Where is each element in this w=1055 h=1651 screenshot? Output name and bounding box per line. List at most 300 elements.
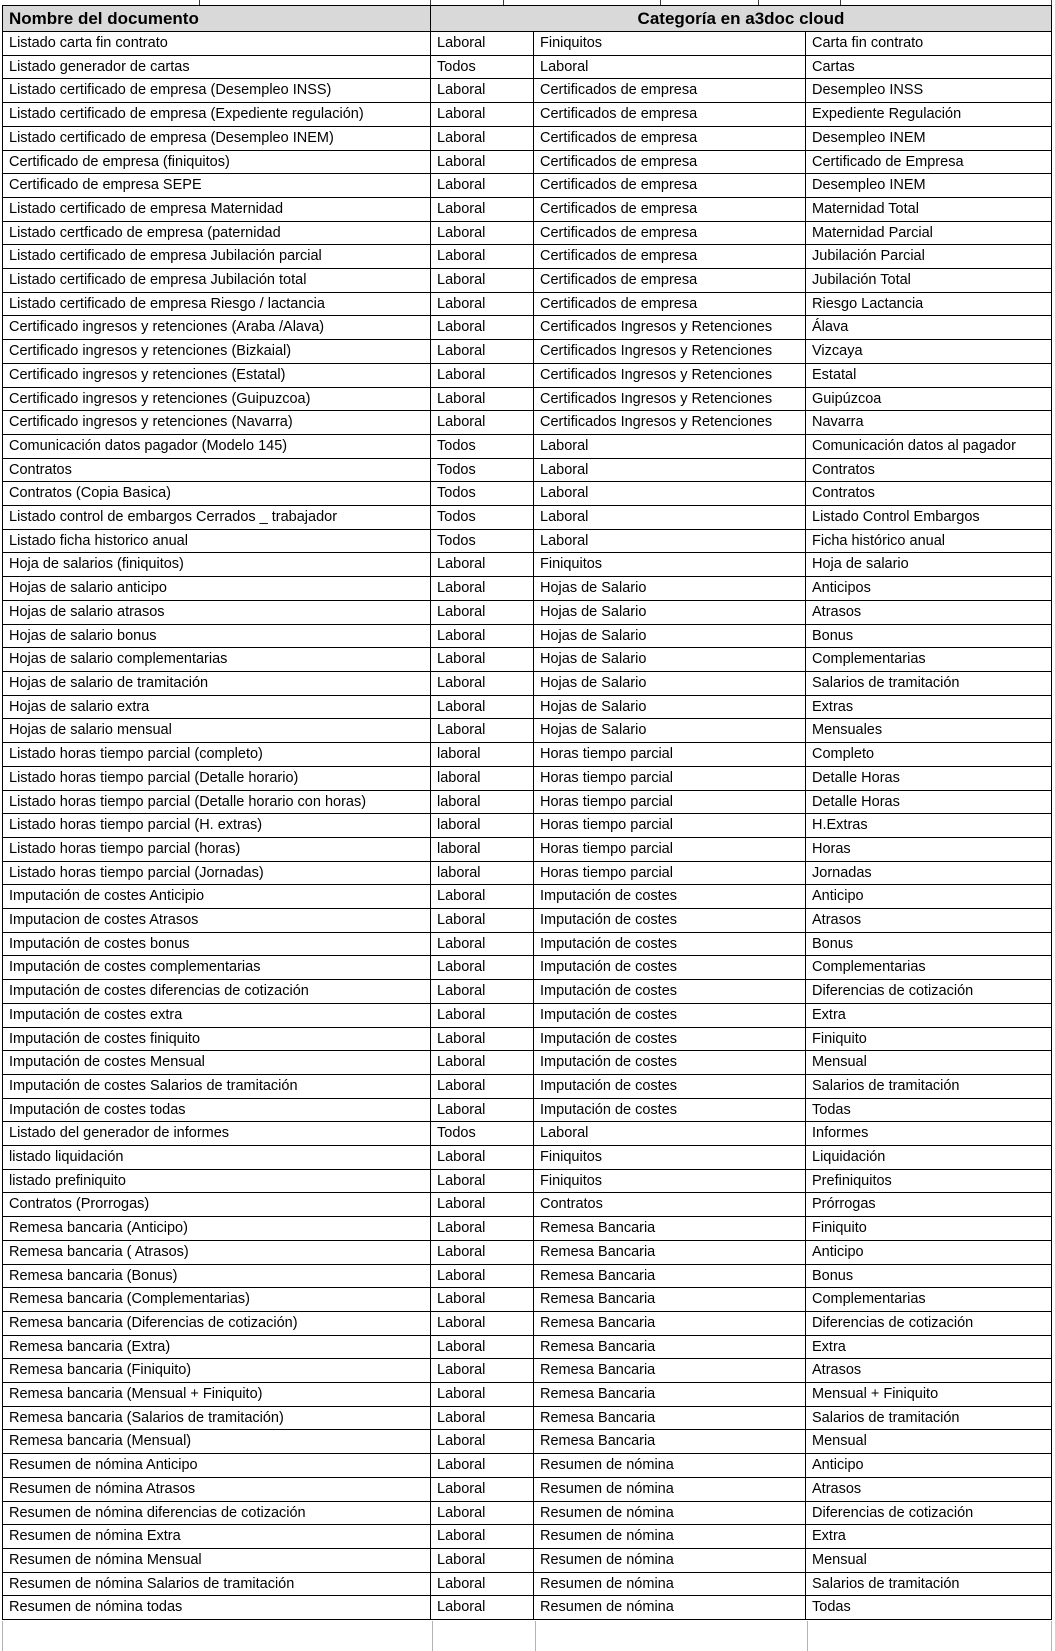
cell-area[interactable]: Laboral: [431, 1430, 534, 1454]
cell-area[interactable]: Laboral: [431, 624, 534, 648]
cell-subcategory[interactable]: Vizcaya: [806, 340, 1052, 364]
table-row[interactable]: [3, 648, 1052, 672]
cell-category[interactable]: Remesa Bancaria: [534, 1288, 806, 1312]
cell-area[interactable]: Laboral: [431, 269, 534, 293]
cell-area[interactable]: Laboral: [431, 577, 534, 601]
table-row[interactable]: [3, 719, 1052, 743]
header-category-a3doc-cloud[interactable]: Categoría en a3doc cloud: [431, 6, 1052, 32]
cell-area[interactable]: Laboral: [431, 1098, 534, 1122]
cell-category[interactable]: Certificados Ingresos y Retenciones: [534, 387, 806, 411]
cell-category[interactable]: Finiquitos: [534, 1146, 806, 1170]
cell-subcategory[interactable]: Extra: [806, 1003, 1052, 1027]
cell-subcategory[interactable]: Salarios de tramitación: [806, 671, 1052, 695]
cell-category[interactable]: Certificados de empresa: [534, 79, 806, 103]
cell-category[interactable]: Hojas de Salario: [534, 648, 806, 672]
cell-area[interactable]: Laboral: [431, 221, 534, 245]
cell-document-name[interactable]: Imputación de costes bonus: [3, 932, 431, 956]
cell-document-name[interactable]: Certificado ingresos y retenciones (Estatal): [3, 363, 431, 387]
cell-document-name[interactable]: Listado certificado de empresa (Desempleo INEM): [3, 126, 431, 150]
cell-document-name[interactable]: Certificado ingresos y retenciones (Araba /Alava): [3, 316, 431, 340]
table-row[interactable]: [3, 411, 1052, 435]
table-row[interactable]: [3, 766, 1052, 790]
cell-subcategory[interactable]: Finiquito: [806, 1217, 1052, 1241]
cell-category[interactable]: Remesa Bancaria: [534, 1311, 806, 1335]
header-document-name[interactable]: Nombre del documento: [3, 6, 431, 32]
cell-subcategory[interactable]: Listado Control Embargos: [806, 506, 1052, 530]
table-row[interactable]: [3, 458, 1052, 482]
cell-subcategory[interactable]: Anticipos: [806, 577, 1052, 601]
cell-subcategory[interactable]: Finiquito: [806, 1027, 1052, 1051]
table-row[interactable]: [3, 1501, 1052, 1525]
cell-area[interactable]: Laboral: [431, 245, 534, 269]
cell-subcategory[interactable]: Complementarias: [806, 648, 1052, 672]
cell-subcategory[interactable]: Liquidación: [806, 1146, 1052, 1170]
table-row[interactable]: [3, 1359, 1052, 1383]
table-row[interactable]: [3, 292, 1052, 316]
cell-area[interactable]: laboral: [431, 790, 534, 814]
cell-subcategory[interactable]: Anticipo: [806, 1240, 1052, 1264]
cell-subcategory[interactable]: Hoja de salario: [806, 553, 1052, 577]
cell-subcategory[interactable]: Mensual: [806, 1430, 1052, 1454]
cell-document-name[interactable]: Resumen de nómina Salarios de tramitación: [3, 1572, 431, 1596]
table-row[interactable]: [3, 1193, 1052, 1217]
cell-document-name[interactable]: Contratos (Prorrogas): [3, 1193, 431, 1217]
cell-subcategory[interactable]: Cartas: [806, 55, 1052, 79]
cell-category[interactable]: Resumen de nómina: [534, 1477, 806, 1501]
table-row[interactable]: [3, 1003, 1052, 1027]
table-row[interactable]: [3, 814, 1052, 838]
cell-category[interactable]: Imputación de costes: [534, 909, 806, 933]
table-row[interactable]: [3, 434, 1052, 458]
cell-subcategory[interactable]: Navarra: [806, 411, 1052, 435]
cell-category[interactable]: Hojas de Salario: [534, 671, 806, 695]
cell-category[interactable]: Imputación de costes: [534, 1098, 806, 1122]
cell-subcategory[interactable]: Mensual: [806, 1549, 1052, 1573]
cell-document-name[interactable]: Resumen de nómina todas: [3, 1596, 431, 1620]
cell-document-name[interactable]: Listado horas tiempo parcial (Detalle horario con horas): [3, 790, 431, 814]
cell-document-name[interactable]: Imputación de costes diferencias de cotización: [3, 980, 431, 1004]
cell-area[interactable]: Laboral: [431, 1477, 534, 1501]
table-row[interactable]: [3, 790, 1052, 814]
table-row[interactable]: [3, 1406, 1052, 1430]
cell-subcategory[interactable]: Maternidad Total: [806, 197, 1052, 221]
cell-area[interactable]: Laboral: [431, 1501, 534, 1525]
cell-area[interactable]: Laboral: [431, 363, 534, 387]
table-row[interactable]: [3, 174, 1052, 198]
cell-area[interactable]: Laboral: [431, 1074, 534, 1098]
table-row[interactable]: [3, 1572, 1052, 1596]
cell-document-name[interactable]: Hojas de salario atrasos: [3, 600, 431, 624]
cell-document-name[interactable]: Listado certificado de empresa (Expediente regulación): [3, 103, 431, 127]
cell-category[interactable]: Finiquitos: [534, 553, 806, 577]
cell-category[interactable]: Resumen de nómina: [534, 1501, 806, 1525]
cell-category[interactable]: Remesa Bancaria: [534, 1217, 806, 1241]
cell-subcategory[interactable]: Horas: [806, 837, 1052, 861]
cell-subcategory[interactable]: Atrasos: [806, 1359, 1052, 1383]
cell-category[interactable]: Remesa Bancaria: [534, 1359, 806, 1383]
cell-document-name[interactable]: listado prefiniquito: [3, 1169, 431, 1193]
table-row[interactable]: [3, 482, 1052, 506]
cell-category[interactable]: Certificados de empresa: [534, 126, 806, 150]
cell-category[interactable]: Imputación de costes: [534, 980, 806, 1004]
cell-area[interactable]: Laboral: [431, 719, 534, 743]
table-row[interactable]: [3, 1383, 1052, 1407]
table-row[interactable]: [3, 1098, 1052, 1122]
cell-category[interactable]: Certificados Ingresos y Retenciones: [534, 340, 806, 364]
table-row[interactable]: [3, 956, 1052, 980]
cell-document-name[interactable]: Imputación de costes finiquito: [3, 1027, 431, 1051]
cell-category[interactable]: Certificados de empresa: [534, 245, 806, 269]
cell-document-name[interactable]: Remesa bancaria (Extra): [3, 1335, 431, 1359]
cell-subcategory[interactable]: Detalle Horas: [806, 766, 1052, 790]
cell-document-name[interactable]: Resumen de nómina diferencias de cotización: [3, 1501, 431, 1525]
cell-area[interactable]: Todos: [431, 506, 534, 530]
cell-area[interactable]: laboral: [431, 861, 534, 885]
cell-document-name[interactable]: Listado generador de cartas: [3, 55, 431, 79]
cell-area[interactable]: laboral: [431, 743, 534, 767]
table-row[interactable]: [3, 197, 1052, 221]
table-row[interactable]: [3, 600, 1052, 624]
cell-area[interactable]: Laboral: [431, 1311, 534, 1335]
cell-category[interactable]: Remesa Bancaria: [534, 1430, 806, 1454]
cell-area[interactable]: Laboral: [431, 103, 534, 127]
table-row[interactable]: [3, 553, 1052, 577]
cell-category[interactable]: Hojas de Salario: [534, 695, 806, 719]
cell-category[interactable]: Certificados de empresa: [534, 221, 806, 245]
cell-subcategory[interactable]: Anticipo: [806, 1454, 1052, 1478]
cell-area[interactable]: Laboral: [431, 174, 534, 198]
cell-document-name[interactable]: Listado horas tiempo parcial (Jornadas): [3, 861, 431, 885]
table-row[interactable]: [3, 269, 1052, 293]
cell-category[interactable]: Laboral: [534, 1122, 806, 1146]
cell-document-name[interactable]: Remesa bancaria (Mensual): [3, 1430, 431, 1454]
cell-category[interactable]: Laboral: [534, 55, 806, 79]
table-row[interactable]: [3, 695, 1052, 719]
cell-document-name[interactable]: Remesa bancaria (Complementarias): [3, 1288, 431, 1312]
cell-area[interactable]: Laboral: [431, 553, 534, 577]
table-row[interactable]: [3, 909, 1052, 933]
cell-document-name[interactable]: Listado certificado de empresa Riesgo / lactancia: [3, 292, 431, 316]
cell-document-name[interactable]: Hojas de salario extra: [3, 695, 431, 719]
table-row[interactable]: [3, 1549, 1052, 1573]
cell-subcategory[interactable]: Bonus: [806, 624, 1052, 648]
table-row[interactable]: [3, 980, 1052, 1004]
cell-subcategory[interactable]: Extra: [806, 1335, 1052, 1359]
cell-area[interactable]: Laboral: [431, 600, 534, 624]
cell-category[interactable]: Laboral: [534, 434, 806, 458]
cell-subcategory[interactable]: Mensuales: [806, 719, 1052, 743]
cell-document-name[interactable]: Listado ficha historico anual: [3, 529, 431, 553]
table-row[interactable]: [3, 1335, 1052, 1359]
cell-area[interactable]: Laboral: [431, 1525, 534, 1549]
cell-document-name[interactable]: Imputacion de costes Atrasos: [3, 909, 431, 933]
cell-subcategory[interactable]: Desempleo INSS: [806, 79, 1052, 103]
table-row[interactable]: [3, 577, 1052, 601]
cell-category[interactable]: Imputación de costes: [534, 1027, 806, 1051]
table-row[interactable]: [3, 1240, 1052, 1264]
table-row[interactable]: [3, 837, 1052, 861]
cell-category[interactable]: Certificados Ingresos y Retenciones: [534, 316, 806, 340]
cell-subcategory[interactable]: Completo: [806, 743, 1052, 767]
cell-category[interactable]: Certificados de empresa: [534, 174, 806, 198]
cell-area[interactable]: Laboral: [431, 316, 534, 340]
cell-category[interactable]: Hojas de Salario: [534, 600, 806, 624]
cell-area[interactable]: Laboral: [431, 1217, 534, 1241]
cell-area[interactable]: Laboral: [431, 695, 534, 719]
cell-area[interactable]: Laboral: [431, 909, 534, 933]
table-row[interactable]: [3, 932, 1052, 956]
cell-subcategory[interactable]: Prórrogas: [806, 1193, 1052, 1217]
table-row[interactable]: [3, 316, 1052, 340]
table-row[interactable]: [3, 1074, 1052, 1098]
cell-subcategory[interactable]: Todas: [806, 1596, 1052, 1620]
cell-area[interactable]: Laboral: [431, 1596, 534, 1620]
cell-category[interactable]: Imputación de costes: [534, 1051, 806, 1075]
table-row[interactable]: [3, 1027, 1052, 1051]
cell-area[interactable]: Laboral: [431, 1193, 534, 1217]
table-row[interactable]: [3, 387, 1052, 411]
cell-subcategory[interactable]: Detalle Horas: [806, 790, 1052, 814]
cell-subcategory[interactable]: Expediente Regulación: [806, 103, 1052, 127]
table-row[interactable]: [3, 624, 1052, 648]
cell-area[interactable]: Laboral: [431, 1359, 534, 1383]
cell-document-name[interactable]: Contratos (Copia Basica): [3, 482, 431, 506]
cell-category[interactable]: Resumen de nómina: [534, 1572, 806, 1596]
cell-subcategory[interactable]: Jubilación Parcial: [806, 245, 1052, 269]
cell-category[interactable]: Finiquitos: [534, 32, 806, 56]
table-row[interactable]: [3, 1288, 1052, 1312]
cell-document-name[interactable]: Listado horas tiempo parcial (H. extras): [3, 814, 431, 838]
table-row[interactable]: [3, 1454, 1052, 1478]
cell-subcategory[interactable]: Mensual: [806, 1051, 1052, 1075]
cell-area[interactable]: Laboral: [431, 1051, 534, 1075]
cell-subcategory[interactable]: Anticipo: [806, 885, 1052, 909]
cell-category[interactable]: Imputación de costes: [534, 956, 806, 980]
cell-subcategory[interactable]: Mensual + Finiquito: [806, 1383, 1052, 1407]
cell-document-name[interactable]: Listado del generador de informes: [3, 1122, 431, 1146]
cell-category[interactable]: Certificados de empresa: [534, 103, 806, 127]
cell-area[interactable]: Laboral: [431, 1146, 534, 1170]
cell-category[interactable]: Horas tiempo parcial: [534, 837, 806, 861]
cell-document-name[interactable]: Listado certficado de empresa (paternidad: [3, 221, 431, 245]
cell-area[interactable]: Laboral: [431, 885, 534, 909]
cell-category[interactable]: Certificados Ingresos y Retenciones: [534, 363, 806, 387]
cell-subcategory[interactable]: Bonus: [806, 1264, 1052, 1288]
table-row[interactable]: [3, 671, 1052, 695]
cell-area[interactable]: Laboral: [431, 79, 534, 103]
cell-area[interactable]: Laboral: [431, 1454, 534, 1478]
cell-document-name[interactable]: Listado carta fin contrato: [3, 32, 431, 56]
cell-category[interactable]: Resumen de nómina: [534, 1596, 806, 1620]
cell-subcategory[interactable]: Extra: [806, 1525, 1052, 1549]
table-row[interactable]: [3, 1122, 1052, 1146]
cell-area[interactable]: Todos: [431, 529, 534, 553]
cell-subcategory[interactable]: Diferencias de cotización: [806, 1311, 1052, 1335]
cell-document-name[interactable]: Listado certificado de empresa Jubilación total: [3, 269, 431, 293]
cell-document-name[interactable]: Remesa bancaria (Diferencias de cotización): [3, 1311, 431, 1335]
cell-subcategory[interactable]: Atrasos: [806, 1477, 1052, 1501]
cell-category[interactable]: Laboral: [534, 529, 806, 553]
cell-document-name[interactable]: Hojas de salario mensual: [3, 719, 431, 743]
cell-category[interactable]: Resumen de nómina: [534, 1525, 806, 1549]
cell-area[interactable]: Laboral: [431, 1003, 534, 1027]
cell-subcategory[interactable]: Diferencias de cotización: [806, 1501, 1052, 1525]
table-row[interactable]: [3, 1169, 1052, 1193]
cell-category[interactable]: Imputación de costes: [534, 885, 806, 909]
cell-category[interactable]: Imputación de costes: [534, 932, 806, 956]
table-row[interactable]: [3, 506, 1052, 530]
cell-area[interactable]: Laboral: [431, 387, 534, 411]
cell-area[interactable]: laboral: [431, 814, 534, 838]
cell-subcategory[interactable]: Certificado de Empresa: [806, 150, 1052, 174]
cell-document-name[interactable]: Remesa bancaria (Bonus): [3, 1264, 431, 1288]
cell-area[interactable]: Laboral: [431, 648, 534, 672]
cell-category[interactable]: Hojas de Salario: [534, 624, 806, 648]
cell-category[interactable]: Imputación de costes: [534, 1003, 806, 1027]
cell-category[interactable]: Certificados de empresa: [534, 150, 806, 174]
cell-document-name[interactable]: Imputación de costes complementarias: [3, 956, 431, 980]
cell-document-name[interactable]: Hoja de salarios (finiquitos): [3, 553, 431, 577]
table-row[interactable]: [3, 1146, 1052, 1170]
cell-area[interactable]: Laboral: [431, 1572, 534, 1596]
cell-category[interactable]: Remesa Bancaria: [534, 1264, 806, 1288]
cell-area[interactable]: Todos: [431, 1122, 534, 1146]
cell-area[interactable]: Todos: [431, 55, 534, 79]
cell-subcategory[interactable]: Ficha histórico anual: [806, 529, 1052, 553]
table-row[interactable]: [3, 103, 1052, 127]
cell-area[interactable]: Todos: [431, 482, 534, 506]
cell-category[interactable]: Horas tiempo parcial: [534, 861, 806, 885]
table-row[interactable]: [3, 340, 1052, 364]
table-row[interactable]: [3, 126, 1052, 150]
cell-subcategory[interactable]: Comunicación datos al pagador: [806, 434, 1052, 458]
cell-document-name[interactable]: Certificado ingresos y retenciones (Guipuzcoa): [3, 387, 431, 411]
table-row[interactable]: [3, 1596, 1052, 1620]
cell-area[interactable]: Laboral: [431, 1288, 534, 1312]
cell-document-name[interactable]: Imputación de costes todas: [3, 1098, 431, 1122]
cell-document-name[interactable]: Listado certificado de empresa Jubilación parcial: [3, 245, 431, 269]
cell-subcategory[interactable]: Informes: [806, 1122, 1052, 1146]
table-row[interactable]: [3, 861, 1052, 885]
cell-category[interactable]: Finiquitos: [534, 1169, 806, 1193]
cell-document-name[interactable]: Hojas de salario complementarias: [3, 648, 431, 672]
table-row[interactable]: [3, 245, 1052, 269]
cell-area[interactable]: laboral: [431, 837, 534, 861]
cell-subcategory[interactable]: Maternidad Parcial: [806, 221, 1052, 245]
table-row[interactable]: [3, 1430, 1052, 1454]
cell-area[interactable]: Laboral: [431, 1335, 534, 1359]
cell-category[interactable]: Certificados de empresa: [534, 292, 806, 316]
cell-subcategory[interactable]: Estatal: [806, 363, 1052, 387]
cell-category[interactable]: Horas tiempo parcial: [534, 766, 806, 790]
cell-document-name[interactable]: Listado certificado de empresa (Desempleo INSS): [3, 79, 431, 103]
cell-category[interactable]: Laboral: [534, 458, 806, 482]
cell-category[interactable]: Remesa Bancaria: [534, 1383, 806, 1407]
cell-category[interactable]: Horas tiempo parcial: [534, 743, 806, 767]
table-row[interactable]: [3, 221, 1052, 245]
cell-category[interactable]: Imputación de costes: [534, 1074, 806, 1098]
cell-area[interactable]: laboral: [431, 766, 534, 790]
cell-document-name[interactable]: Remesa bancaria ( Atrasos): [3, 1240, 431, 1264]
cell-document-name[interactable]: Listado horas tiempo parcial (horas): [3, 837, 431, 861]
cell-area[interactable]: Laboral: [431, 671, 534, 695]
cell-subcategory[interactable]: Complementarias: [806, 956, 1052, 980]
cell-document-name[interactable]: Imputación de costes Mensual: [3, 1051, 431, 1075]
cell-area[interactable]: Laboral: [431, 32, 534, 56]
cell-category[interactable]: Resumen de nómina: [534, 1454, 806, 1478]
cell-area[interactable]: Todos: [431, 458, 534, 482]
cell-document-name[interactable]: Listado certificado de empresa Maternidad: [3, 197, 431, 221]
cell-area[interactable]: Laboral: [431, 1027, 534, 1051]
cell-subcategory[interactable]: Bonus: [806, 932, 1052, 956]
cell-document-name[interactable]: Certificado ingresos y retenciones (Navarra): [3, 411, 431, 435]
table-row[interactable]: [3, 79, 1052, 103]
cell-category[interactable]: Certificados Ingresos y Retenciones: [534, 411, 806, 435]
cell-area[interactable]: Laboral: [431, 340, 534, 364]
table-row[interactable]: [3, 1051, 1052, 1075]
cell-subcategory[interactable]: Diferencias de cotización: [806, 980, 1052, 1004]
cell-subcategory[interactable]: Todas: [806, 1098, 1052, 1122]
cell-document-name[interactable]: Resumen de nómina Extra: [3, 1525, 431, 1549]
cell-document-name[interactable]: Certificado de empresa (finiquitos): [3, 150, 431, 174]
cell-document-name[interactable]: Hojas de salario bonus: [3, 624, 431, 648]
cell-subcategory[interactable]: Prefiniquitos: [806, 1169, 1052, 1193]
cell-document-name[interactable]: Listado control de embargos Cerrados _ trabajador: [3, 506, 431, 530]
cell-area[interactable]: Laboral: [431, 956, 534, 980]
table-row[interactable]: [3, 55, 1052, 79]
cell-document-name[interactable]: Remesa bancaria (Salarios de tramitación): [3, 1406, 431, 1430]
cell-subcategory[interactable]: Jubilación Total: [806, 269, 1052, 293]
cell-area[interactable]: Laboral: [431, 1549, 534, 1573]
cell-area[interactable]: Laboral: [431, 1169, 534, 1193]
cell-subcategory[interactable]: Álava: [806, 316, 1052, 340]
cell-document-name[interactable]: Contratos: [3, 458, 431, 482]
cell-subcategory[interactable]: H.Extras: [806, 814, 1052, 838]
cell-area[interactable]: Todos: [431, 434, 534, 458]
cell-document-name[interactable]: Imputación de costes Salarios de tramitación: [3, 1074, 431, 1098]
table-row[interactable]: [3, 1264, 1052, 1288]
cell-document-name[interactable]: Resumen de nómina Mensual: [3, 1549, 431, 1573]
cell-subcategory[interactable]: Desempleo INEM: [806, 174, 1052, 198]
cell-document-name[interactable]: listado liquidación: [3, 1146, 431, 1170]
cell-category[interactable]: Certificados de empresa: [534, 269, 806, 293]
cell-document-name[interactable]: Comunicación datos pagador (Modelo 145): [3, 434, 431, 458]
cell-document-name[interactable]: Listado horas tiempo parcial (completo): [3, 743, 431, 767]
cell-document-name[interactable]: Resumen de nómina Atrasos: [3, 1477, 431, 1501]
cell-document-name[interactable]: Certificado de empresa SEPE: [3, 174, 431, 198]
cell-subcategory[interactable]: Contratos: [806, 482, 1052, 506]
cell-document-name[interactable]: Imputación de costes extra: [3, 1003, 431, 1027]
cell-area[interactable]: Laboral: [431, 1240, 534, 1264]
cell-document-name[interactable]: Hojas de salario anticipo: [3, 577, 431, 601]
cell-area[interactable]: Laboral: [431, 197, 534, 221]
cell-category[interactable]: Horas tiempo parcial: [534, 814, 806, 838]
cell-subcategory[interactable]: Extras: [806, 695, 1052, 719]
cell-document-name[interactable]: Remesa bancaria (Finiquito): [3, 1359, 431, 1383]
cell-area[interactable]: Laboral: [431, 150, 534, 174]
cell-area[interactable]: Laboral: [431, 932, 534, 956]
cell-subcategory[interactable]: Desempleo INEM: [806, 126, 1052, 150]
cell-area[interactable]: Laboral: [431, 411, 534, 435]
cell-document-name[interactable]: Remesa bancaria (Anticipo): [3, 1217, 431, 1241]
cell-area[interactable]: Laboral: [431, 1406, 534, 1430]
cell-subcategory[interactable]: Complementarias: [806, 1288, 1052, 1312]
cell-category[interactable]: Certificados de empresa: [534, 197, 806, 221]
cell-area[interactable]: Laboral: [431, 126, 534, 150]
cell-area[interactable]: Laboral: [431, 1264, 534, 1288]
cell-document-name[interactable]: Listado horas tiempo parcial (Detalle horario): [3, 766, 431, 790]
cell-category[interactable]: Contratos: [534, 1193, 806, 1217]
